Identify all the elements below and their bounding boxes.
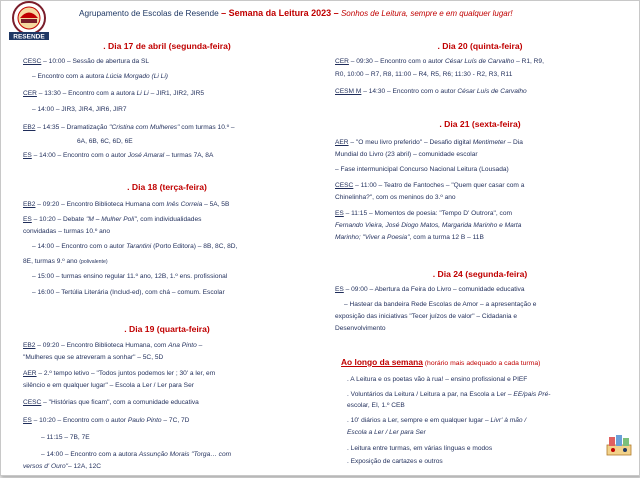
along-week-item: . A Leitura e os poetas vão à rua! – ensino profissional e PIEF: [347, 376, 528, 383]
day-18-entry: ES – 10:20 – Debate "M – Mulher Poli", com individualidades: [23, 216, 202, 223]
day-21-entry: Chinelinha?", com os meninos do 3.º ano: [335, 194, 456, 201]
day-19-entry: – 11:15 – 7B, 7E: [41, 434, 90, 441]
day-19-entry: CESC – "Histórias que ficam", com a comunidade educativa: [23, 399, 199, 406]
day-17-entry: ES – 14:00 – Encontro com o autor José Amaral – turmas 7A, 8A: [23, 152, 214, 159]
day-21-entry: AER – "O meu livro preferido" – Desafio digital Mentimeter – Dia: [335, 139, 523, 146]
school-logo: [7, 1, 71, 41]
day-17-entry: CER – 13:30 – Encontro com a autora Li Li – JIR1, JIR2, JIR5: [23, 90, 205, 97]
day-19-title: . Dia 19 (quarta-feira): [124, 324, 210, 334]
document-header: [5, 1, 635, 41]
event-motto: Sonhos de Leitura, sempre e em qualquer lugar!: [340, 9, 513, 18]
day-17-entry: CESC – 10:00 – Sessão de abertura da SL: [23, 58, 150, 65]
day-21-entry: Fernando Vieira, José Diogo Matos, Margarida Marinho e Marta: [335, 222, 522, 229]
day-21-title: . Dia 21 (sexta-feira): [439, 119, 521, 129]
day-21-entry: Mundial do Livro (23 abril) – comunidade escolar: [335, 151, 478, 158]
event-title: – Semana da Leitura 2023 –: [221, 8, 339, 18]
day-20-title: . Dia 20 (quinta-feira): [437, 41, 523, 51]
books-illustration-icon: [605, 433, 633, 457]
day-18-entry: 8E, turmas 9.º ano (polivalente): [23, 258, 108, 265]
day-19-entry: EB2 – 09:20 – Encontro Biblioteca Humana, com Ana Pinto –: [23, 342, 203, 349]
day-18-entry: – 16:00 – Tertúlia Literária (Includ-ed), com chá – comum. Escolar: [32, 289, 225, 296]
day-24-entry: ES – 09:00 – Abertura da Feira do Livro – comunidade educativa: [335, 286, 525, 293]
day-24-entry: exposição das iniciativas "Tecer juízos de valor" – Cidadania e: [335, 313, 518, 320]
day-21-entry: CESC – 11:00 – Teatro de Fantoches – "Quem quer casar com a: [335, 182, 525, 189]
day-17-entry: EB2 – 14:35 – Dramatização "Cristina com Mulheres" com turmas 10.º –: [23, 124, 235, 131]
day-24-entry: – Hastear da bandeira Rede Escolas de Amor – a apresentação e: [344, 301, 537, 308]
along-week-item: . Exposição de cartazes e outros: [347, 458, 443, 465]
header-line: [79, 8, 513, 18]
along-week-title: Ao longo da semana (horário mais adequado a cada turma): [341, 357, 541, 367]
day-18-title: . Dia 18 (terça-feira): [127, 182, 207, 192]
day-24-title: . Dia 24 (segunda-feira): [432, 269, 528, 279]
day-24-entry: Desenvolvimento: [335, 325, 386, 332]
day-21-entry: – Fase intermunicipal Concurso Nacional Leitura (Lousada): [335, 166, 509, 173]
day-17-entry: – Encontro com a autora Lúcia Morgado (Li Li): [32, 73, 168, 80]
day-18-entry: convidadas – turmas 10.º ano: [23, 228, 111, 235]
day-18-entry: EB2 – 09:20 – Encontro Biblioteca Humana com Inês Correia – 5A, 5B: [23, 201, 230, 208]
day-21-entry: Marinho; "Viver a Poesia", com a turma 12 B – 11B: [335, 234, 484, 241]
school-name: Agrupamento de Escolas de Resende: [79, 8, 219, 18]
day-18-entry: – 15:00 – turmas ensino regular 11.º ano, 12B, 1.º ens. profissional: [32, 273, 228, 280]
day-20-entry: CER – 09:30 – Encontro com o autor César Luís de Carvalho – R1, R9,: [335, 58, 544, 65]
day-19-entry: versos d' Ouro"– 12A, 12C: [23, 463, 102, 470]
day-17-title: . Dia 17 de abril (segunda-feira): [103, 41, 231, 51]
day-17-entry: – 14:00 – JIR3, JIR4, JIR6, JIR7: [32, 106, 127, 113]
day-20-entry: R0, 10:00 – R7, R8, 11:00 – R4, R5, R6; 11:30 - R2, R3, R11: [335, 71, 513, 78]
along-week-item: escolar, EI, 1.º CEB: [347, 402, 405, 409]
along-week-item: . Leitura entre turmas, em várias línguas e modos: [347, 445, 493, 452]
day-17-entry: 6A, 6B, 6C, 6D, 6E: [77, 138, 133, 145]
along-week-item: . Voluntários da Leitura / Leitura a par, na Escola a Ler – EE/pais Pré-: [347, 391, 551, 398]
day-20-entry: CESM M – 14:30 – Encontro com o autor César Luís de Carvalho: [335, 88, 527, 95]
along-week-item: . 10' diários a Ler, sempre e em qualquer lugar – Livr' à mão /: [347, 417, 527, 424]
logo-text: RESENDE: [13, 33, 45, 41]
day-19-entry: ES – 10:20 – Encontro com o autor Paulo Pinto – 7C, 7D: [23, 417, 190, 424]
day-21-entry: ES – 11:15 – Momentos de poesia: "Tempo D' Outrora", com: [335, 210, 512, 217]
day-19-entry: – 14:00 – Encontro com a autora Assunção Morais "Torga… com: [41, 451, 232, 458]
day-19-entry: silêncio e em qualquer lugar" – Escola a Ler / Ler para Ser: [23, 382, 194, 389]
day-18-entry: – 14:00 – Encontro com o autor Tarantini (Porto Editora) – 8B, 8C, 8D,: [32, 243, 238, 250]
day-19-entry: AER – 2.º tempo letivo – "Todos juntos podemos ler ; 30' a ler, em: [23, 370, 216, 377]
day-19-entry: "Mulheres que se atreveram a sonhar" – 5C, 5D: [23, 354, 164, 361]
along-week-item: Escola a Ler / Ler para Ser: [347, 429, 426, 436]
